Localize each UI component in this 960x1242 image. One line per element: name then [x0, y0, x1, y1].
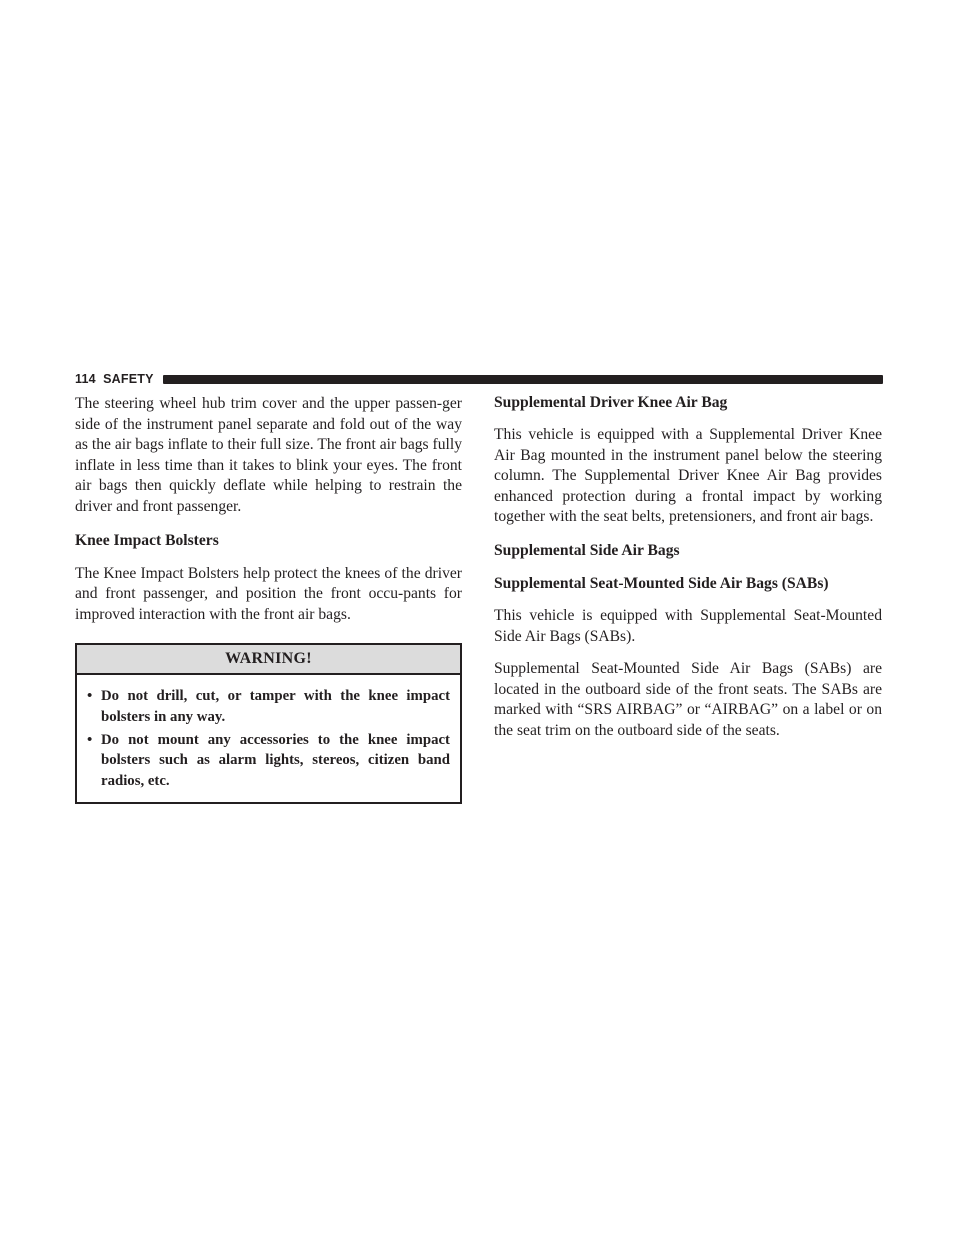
warning-list [77, 675, 460, 801]
warning-item: • Do not drill, cut, or tamper with the knee impact bolsters in any way. [87, 688, 450, 725]
paragraph-sabs-location: Supplemental Seat-Mounted Side Air Bags (SABs) are located in the outboard side of the front seats. The SABs are marked with “SRS AIRBAG” or “AIRBAG” on a label or on the seat trim on the outboard side of the seats. [494, 660, 882, 739]
page-number: 114 SAFETY [75, 372, 154, 386]
heading-knee-impact-bolsters: Knee Impact Bolsters [75, 531, 219, 549]
bullet-icon: • [87, 688, 93, 705]
warning-box [75, 643, 462, 803]
warning-title: WARNING! [77, 645, 460, 675]
paragraph-driver-knee-air-bag: This vehicle is equipped with a Supplemental Driver Knee Air Bag mounted in the instrument panel below the steering column. The Supplemental Driver Knee Air Bag provides enhanced protection during a frontal impact by working together with the seat belts, pretensioners, and front air bags. [494, 426, 882, 526]
heading-seat-mounted-sabs: Supplemental Seat-Mounted Side Air Bags (SABs) [494, 574, 829, 592]
header-rule [163, 375, 883, 384]
page-header [75, 373, 883, 385]
paragraph-sabs-equipped: This vehicle is equipped with Supplemental Seat-Mounted Side Air Bags (SABs). [494, 606, 882, 645]
right-column [494, 393, 882, 742]
warning-item: • Do not mount any accessories to the knee impact bolsters such as alarm lights, stereos, citizen band radios, etc. [87, 731, 450, 789]
bullet-icon: • [87, 731, 93, 748]
paragraph-air-bag-inflation: The steering wheel hub trim cover and the upper passen-ger side of the instrument panel separate and fold out of the way as the air bags inflate to their full size. The front air bags fully inflate in less time than it takes to blink your eyes. The front air bags then quickly deflate while helping to restrain the driver and front passenger. [75, 395, 462, 515]
left-column [75, 394, 462, 804]
heading-driver-knee-air-bag: Supplemental Driver Knee Air Bag [494, 394, 728, 411]
heading-side-air-bags: Supplemental Side Air Bags [494, 541, 680, 559]
section-title: SAFETY [103, 372, 154, 386]
paragraph-knee-bolsters: The Knee Impact Bolsters help protect the knees of the driver and front passenger, and position the front occu-pants for improved interaction with the front air bags. [75, 564, 462, 623]
